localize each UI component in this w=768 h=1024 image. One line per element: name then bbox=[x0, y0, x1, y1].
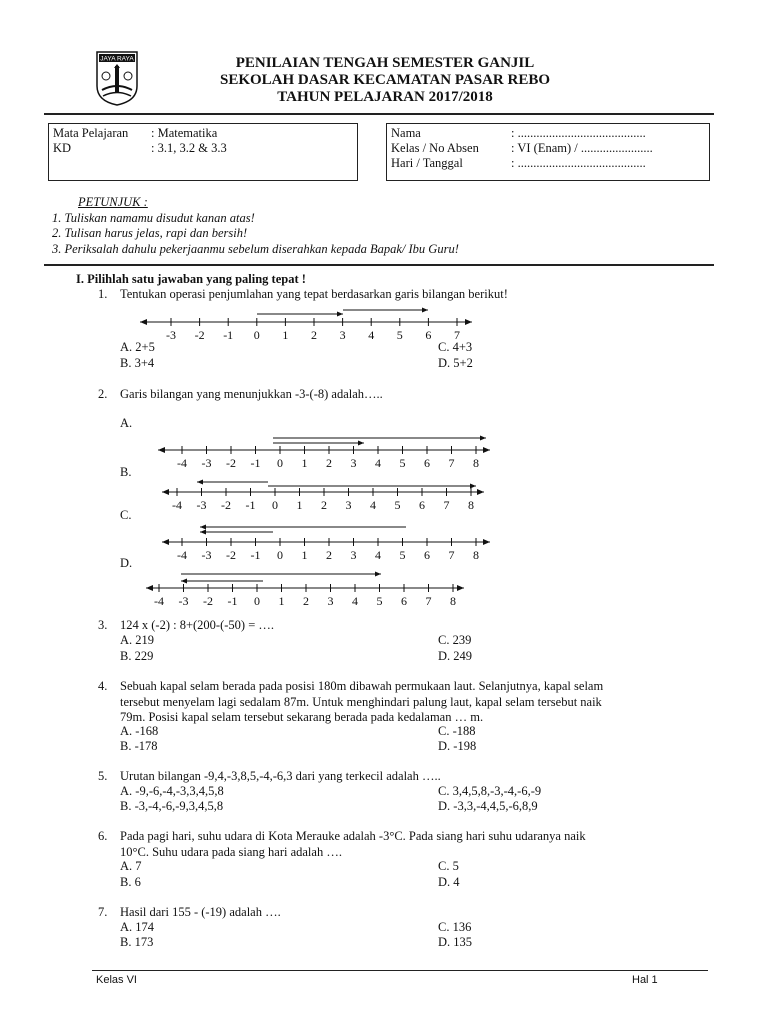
tick-label: 1 bbox=[301, 456, 308, 468]
subject-info-box bbox=[48, 123, 358, 181]
school-year: TAHUN PELAJARAN 2017/2018 bbox=[277, 89, 493, 105]
q4-option-b[interactable]: B. -178 bbox=[120, 739, 158, 753]
q4-option-c[interactable]: C. -188 bbox=[438, 724, 476, 738]
tick-label: 2 bbox=[311, 328, 317, 342]
q2-option-a[interactable]: A. bbox=[120, 416, 133, 430]
instructions-title: PETUNJUK : bbox=[78, 195, 148, 209]
tick-label: 7 bbox=[454, 328, 460, 342]
q5-option-a[interactable]: A. -9,-6,-4,-3,3,4,5,8 bbox=[120, 784, 224, 798]
tick-label: 4 bbox=[375, 456, 381, 468]
q2-line-a bbox=[0, 428, 768, 468]
q3-option-c[interactable]: C. 239 bbox=[438, 633, 472, 647]
tick-label: 3 bbox=[345, 498, 352, 512]
q1-text: Tentukan operasi penjumlahan yang tepat berdasarkan garis bilangan berikut! bbox=[120, 287, 508, 301]
tick-label: 0 bbox=[253, 328, 260, 342]
tick-label: -1 bbox=[223, 328, 234, 342]
q7-text: Hasil dari 155 - (-19) adalah …. bbox=[120, 905, 281, 919]
tick-label: 5 bbox=[399, 456, 406, 468]
tick-label: -4 bbox=[154, 594, 164, 606]
subject-value: : Matematika bbox=[151, 126, 218, 140]
q2-text: Garis bilangan yang menunjukkan -3-(-8) adalah….. bbox=[120, 387, 383, 401]
tick-label: 0 bbox=[277, 456, 283, 468]
q4-option-d[interactable]: D. -198 bbox=[438, 739, 477, 753]
tick-label: -3 bbox=[201, 548, 212, 560]
q5-option-b[interactable]: B. -3,-4,-6,-9,3,4,5,8 bbox=[120, 799, 224, 813]
tick-label: 5 bbox=[396, 328, 403, 342]
tick-label: 8 bbox=[468, 498, 474, 512]
date-field[interactable]: : ......................................... bbox=[511, 156, 646, 170]
tick-label: -4 bbox=[177, 548, 187, 560]
q6-option-c[interactable]: C. 5 bbox=[438, 859, 459, 873]
q6-text-line: Pada pagi hari, suhu udara di Kota Merauke adalah -3°C. Pada siang hari suhu udaranya naik bbox=[120, 829, 586, 843]
tick-label: 0 bbox=[272, 498, 278, 512]
q7-option-a[interactable]: A. 174 bbox=[120, 920, 155, 934]
q1-option-c[interactable]: C. 4+3 bbox=[438, 340, 473, 354]
tick-label: 1 bbox=[278, 594, 285, 606]
tick-label: 4 bbox=[352, 594, 358, 606]
jaya-raya-emblem-icon bbox=[94, 46, 140, 106]
tick-label: -3 bbox=[201, 456, 212, 468]
class-label: Kelas / No Absen bbox=[391, 141, 479, 155]
q4-option-a[interactable]: A. -168 bbox=[120, 724, 159, 738]
tick-label: 5 bbox=[399, 548, 406, 560]
tick-label: -2 bbox=[194, 328, 205, 342]
kd-value: : 3.1, 3.2 & 3.3 bbox=[151, 141, 227, 155]
q2-option-b[interactable]: B. bbox=[120, 465, 132, 479]
q3-text: 124 x (-2) : 8+(200-(-50) = …. bbox=[120, 618, 274, 632]
q3-option-b[interactable]: B. 229 bbox=[120, 649, 154, 663]
tick-label: -1 bbox=[250, 456, 261, 468]
tick-label: 6 bbox=[424, 548, 430, 560]
footer-page: Hal 1 bbox=[632, 974, 658, 986]
tick-label: 0 bbox=[277, 548, 283, 560]
q5-option-c[interactable]: C. 3,4,5,8,-3,-4,-6,-9 bbox=[438, 784, 542, 798]
q2-line-c bbox=[0, 520, 768, 560]
tick-label: 7 bbox=[443, 498, 450, 512]
tick-label: -4 bbox=[177, 456, 187, 468]
q2-line-b bbox=[0, 472, 768, 512]
q1-option-a[interactable]: A. 2+5 bbox=[120, 340, 155, 354]
tick-label: 8 bbox=[473, 456, 479, 468]
tick-label: 5 bbox=[376, 594, 383, 606]
tick-label: -2 bbox=[226, 548, 236, 560]
tick-label: -2 bbox=[221, 498, 231, 512]
student-info-box bbox=[386, 123, 710, 181]
footer-class: Kelas VI bbox=[96, 974, 137, 986]
tick-label: 0 bbox=[254, 594, 260, 606]
date-label: Hari / Tanggal bbox=[391, 156, 463, 170]
q2-line-d bbox=[0, 566, 768, 606]
tick-label: 7 bbox=[448, 456, 455, 468]
tick-label: -3 bbox=[166, 328, 176, 342]
tick-label: -2 bbox=[226, 456, 236, 468]
name-field[interactable]: : ......................................... bbox=[511, 126, 646, 140]
exam-title: PENILAIAN TENGAH SEMESTER GANJIL bbox=[235, 55, 535, 71]
tick-label: 2 bbox=[321, 498, 327, 512]
q2-option-d[interactable]: D. bbox=[120, 556, 133, 570]
header-divider bbox=[44, 113, 714, 115]
tick-label: 6 bbox=[419, 498, 425, 512]
q6-text-line: 10°C. Suhu udara pada siang hari adalah …. bbox=[120, 845, 342, 859]
tick-label: 7 bbox=[448, 548, 455, 560]
q1-number: 1. bbox=[98, 287, 108, 301]
q3-option-d[interactable]: D. 249 bbox=[438, 649, 473, 663]
tick-label: -4 bbox=[172, 498, 182, 512]
tick-label: 5 bbox=[394, 498, 401, 512]
school-name: SEKOLAH DASAR KECAMATAN PASAR REBO bbox=[219, 72, 551, 88]
q7-option-c[interactable]: C. 136 bbox=[438, 920, 472, 934]
q6-option-a[interactable]: A. 7 bbox=[120, 859, 142, 873]
tick-label: -1 bbox=[245, 498, 256, 512]
tick-label: 1 bbox=[282, 328, 289, 342]
q1-option-d[interactable]: D. 5+2 bbox=[438, 356, 473, 370]
name-label: Nama bbox=[391, 126, 421, 140]
q7-number: 7. bbox=[98, 905, 108, 919]
q7-option-d[interactable]: D. 135 bbox=[438, 935, 473, 949]
subject-label: Mata Pelajaran bbox=[53, 126, 129, 140]
tick-label: 8 bbox=[473, 548, 479, 560]
q1-number-line bbox=[0, 300, 768, 344]
tick-label: 1 bbox=[296, 498, 303, 512]
tick-label: 2 bbox=[326, 456, 332, 468]
tick-label: 8 bbox=[450, 594, 456, 606]
q6-option-d[interactable]: D. 4 bbox=[438, 875, 460, 889]
tick-label: 3 bbox=[350, 548, 357, 560]
tick-label: 7 bbox=[425, 594, 432, 606]
class-field[interactable]: : VI (Enam) / ....................... bbox=[511, 141, 653, 155]
section-divider bbox=[44, 264, 714, 266]
q1-option-b[interactable]: B. 3+4 bbox=[120, 356, 155, 370]
q6-option-b[interactable]: B. 6 bbox=[120, 875, 141, 889]
tick-label: 6 bbox=[424, 456, 430, 468]
instruction-item: 1. Tuliskan namamu disudut kanan atas! bbox=[52, 211, 255, 225]
tick-label: 6 bbox=[425, 328, 432, 342]
q4-number: 4. bbox=[98, 679, 108, 693]
tick-label: -1 bbox=[250, 548, 261, 560]
q5-option-d[interactable]: D. -3,3,-4,4,5,-6,8,9 bbox=[438, 799, 538, 813]
q2-number: 2. bbox=[98, 387, 108, 401]
q2-option-c[interactable]: C. bbox=[120, 508, 132, 522]
q7-option-b[interactable]: B. 173 bbox=[120, 935, 154, 949]
tick-label: 4 bbox=[375, 548, 381, 560]
q5-number: 5. bbox=[98, 769, 108, 783]
kd-label: KD bbox=[53, 141, 72, 155]
tick-label: 3 bbox=[327, 594, 334, 606]
tick-label: -3 bbox=[196, 498, 207, 512]
instruction-item: 3. Periksalah dahulu pekerjaanmu sebelum diserahkan kepada Bapak/ Ibu Guru! bbox=[52, 242, 459, 256]
q4-text-line: 79m. Posisi kapal selam tersebut sekarang berada pada kedalaman … m. bbox=[120, 710, 484, 724]
q3-number: 3. bbox=[98, 618, 108, 632]
q5-text: Urutan bilangan -9,4,-3,8,5,-4,-6,3 dari yang terkecil adalah ….. bbox=[120, 769, 441, 783]
tick-label: 2 bbox=[303, 594, 309, 606]
instruction-item: 2. Tulisan harus jelas, rapi dan bersih! bbox=[52, 226, 248, 240]
tick-label: 3 bbox=[339, 328, 346, 342]
tick-label: 3 bbox=[350, 456, 357, 468]
tick-label: 4 bbox=[370, 498, 376, 512]
tick-label: -2 bbox=[203, 594, 213, 606]
tick-label: 2 bbox=[326, 548, 332, 560]
section-title: I. Pilihlah satu jawaban yang paling tepat ! bbox=[76, 272, 306, 286]
tick-label: -1 bbox=[227, 594, 238, 606]
tick-label: -3 bbox=[178, 594, 189, 606]
q3-option-a[interactable]: A. 219 bbox=[120, 633, 155, 647]
tick-label: 1 bbox=[301, 548, 308, 560]
q4-text-line: Sebuah kapal selam berada pada posisi 180m dibawah permukaan laut. Selanjutnya, kapal selam bbox=[120, 679, 604, 693]
tick-label: 6 bbox=[401, 594, 407, 606]
q6-number: 6. bbox=[98, 829, 108, 843]
tick-label: 4 bbox=[368, 328, 375, 342]
logo-text: JAYA RAYA bbox=[100, 55, 134, 63]
q4-text-line: tersebut menyelam lagi sedalam 87m. Untuk menghindari palung laut, kapal selam tersebut naik bbox=[120, 695, 602, 709]
footer-divider bbox=[92, 970, 708, 971]
